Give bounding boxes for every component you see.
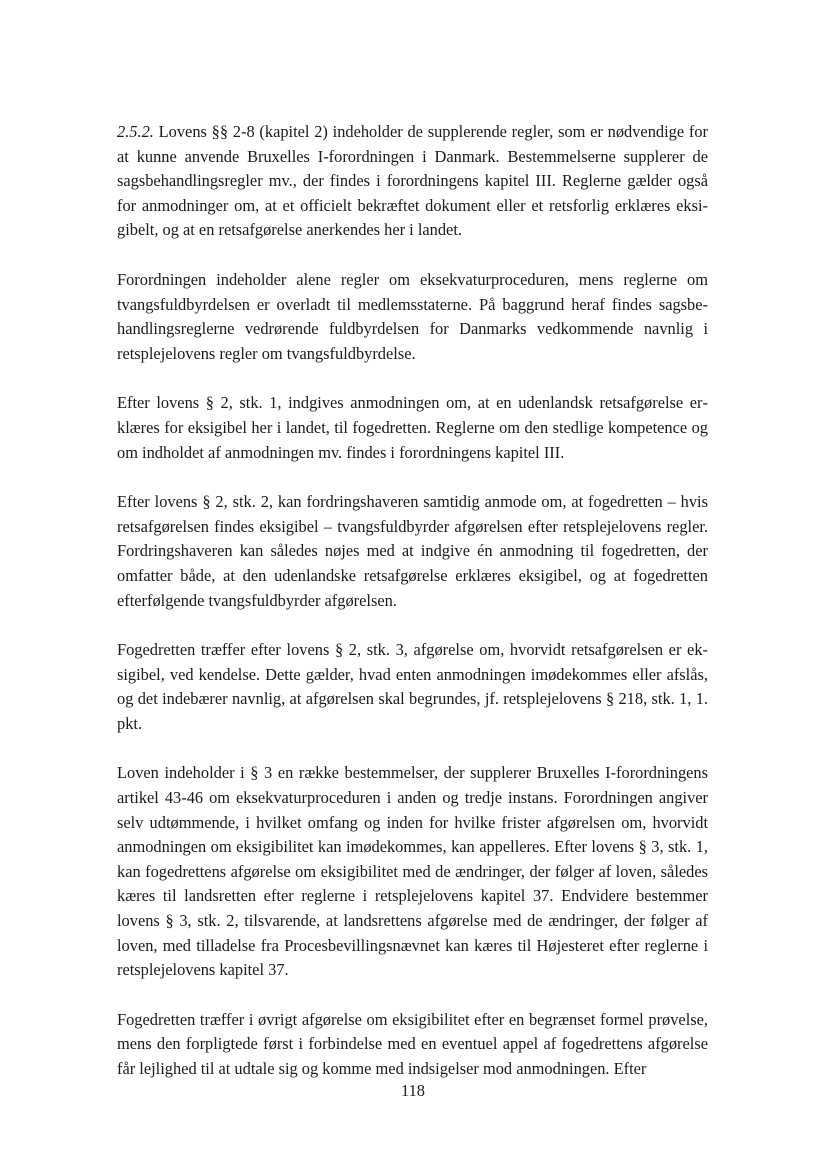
section-number: 2.5.2. xyxy=(117,122,154,141)
paragraph-text: Lovens §§ 2-8 (kapitel 2) indeholder de supplerende regler, som er nødvendige for at kunne anvende Bruxelles I-forordningen i Danmark. Bestemmelserne supplerer de sagsbehandlingsregler mv., der findes i forordningens kapitel III. Reglerne gælder også for anmodninger om, at et officielt bekræftet dokument eller et retsforlig erklæres eksigibelt, og at en retsafgørelse anerkendes her i landet. xyxy=(117,122,708,240)
paragraph-text: Forordningen indeholder alene regler om eksekvaturproceduren, mens reglerne om tvangsfuldbyrdelsen er overladt til medlemsstaterne. På baggrund heraf findes sagsbehandlingsreglerne vedrørende fuldbyrdelsen for Danmarks vedkommende navnlig i retsplejelovens regler om tvangsfuldbyrdelse. xyxy=(117,269,708,363)
paragraph-2 xyxy=(117,268,708,366)
paragraph-text: Efter lovens § 2, stk. 2, kan fordringshaveren samtidig anmode om, at fogedretten – hvis retsafgørelsen findes eksigibel – tvangsfuldbyrder afgørelsen efter retsplejelovens regler. Fordringshaveren kan således nøjes med at indgive én anmodning til fogedretten, der omfatter både, at den udenlandske retsafgørelse erklæres eksigibel, og at fogedretten efterfølgende tvangsfuldbyrder afgørelsen. xyxy=(117,492,708,610)
paragraph-text: Fogedretten træffer efter lovens § 2, stk. 3, afgørelse om, hvorvidt retsafgørelsen er eksigibel, ved kendelse. Dette gælder, hvad enten anmodningen imødekommes eller afslås, og det indebærer navnlig, at afgørelsen skal begrundes, jf. retsplejelovens § 218, stk. 1, 1. pkt. xyxy=(117,640,708,733)
paragraph-1 xyxy=(117,120,708,243)
paragraph-7 xyxy=(117,1008,708,1082)
paragraph-3 xyxy=(117,391,708,465)
paragraph-text: Fogedretten træffer i øvrigt afgørelse om eksigibilitet efter en begrænset formel prøvelse, mens den forpligtede først i forbindelse med en eventuel appel af fogedrettens afgørelse får lejlighed til at udtale sig og komme med indsigelser mod anmodningen. Efter xyxy=(117,1009,708,1078)
body-text xyxy=(117,120,708,1107)
paragraph-text: Loven indeholder i § 3 en række bestemmelser, der supplerer Bruxelles I-forordningens artikel 43-46 om eksekvaturproceduren i anden og tredje instans. Forordningen angiver selv udtømmende, i hvilket omfang og inden for hvilke frister afgørelsen om, hvorvidt anmodningen om eksigibilitet kan imødekommes, kan appelleres. Efter lovens § 3, stk. 1, kan fogedrettens afgørelse om eksigibilitet med de ændringer, der følger af loven, således kæres til landsretten efter reglerne i retsplejelovens kapitel 37. Endvidere bestemmer lovens § 3, stk. 2, tilsvarende, at landsrettens afgørelse med de ændringer, der følger af loven, med tilladelse fra Procesbevillingsnævnet kan kæres til Højesteret efter reglerne i retsplejelovens kapitel 37. xyxy=(117,763,708,980)
paragraph-5 xyxy=(117,638,708,736)
paragraph-4 xyxy=(117,490,708,613)
paragraph-text: Efter lovens § 2, stk. 1, indgives anmodningen om, at en udenlandsk retsafgørelse erklæres for eksigibel her i landet, til fogedretten. Reglerne om den stedlige kompetence og om indholdet af anmodningen mv. findes i forordningens kapitel III. xyxy=(117,393,708,462)
paragraph-6 xyxy=(117,761,708,982)
page-number: 118 xyxy=(401,1081,425,1100)
